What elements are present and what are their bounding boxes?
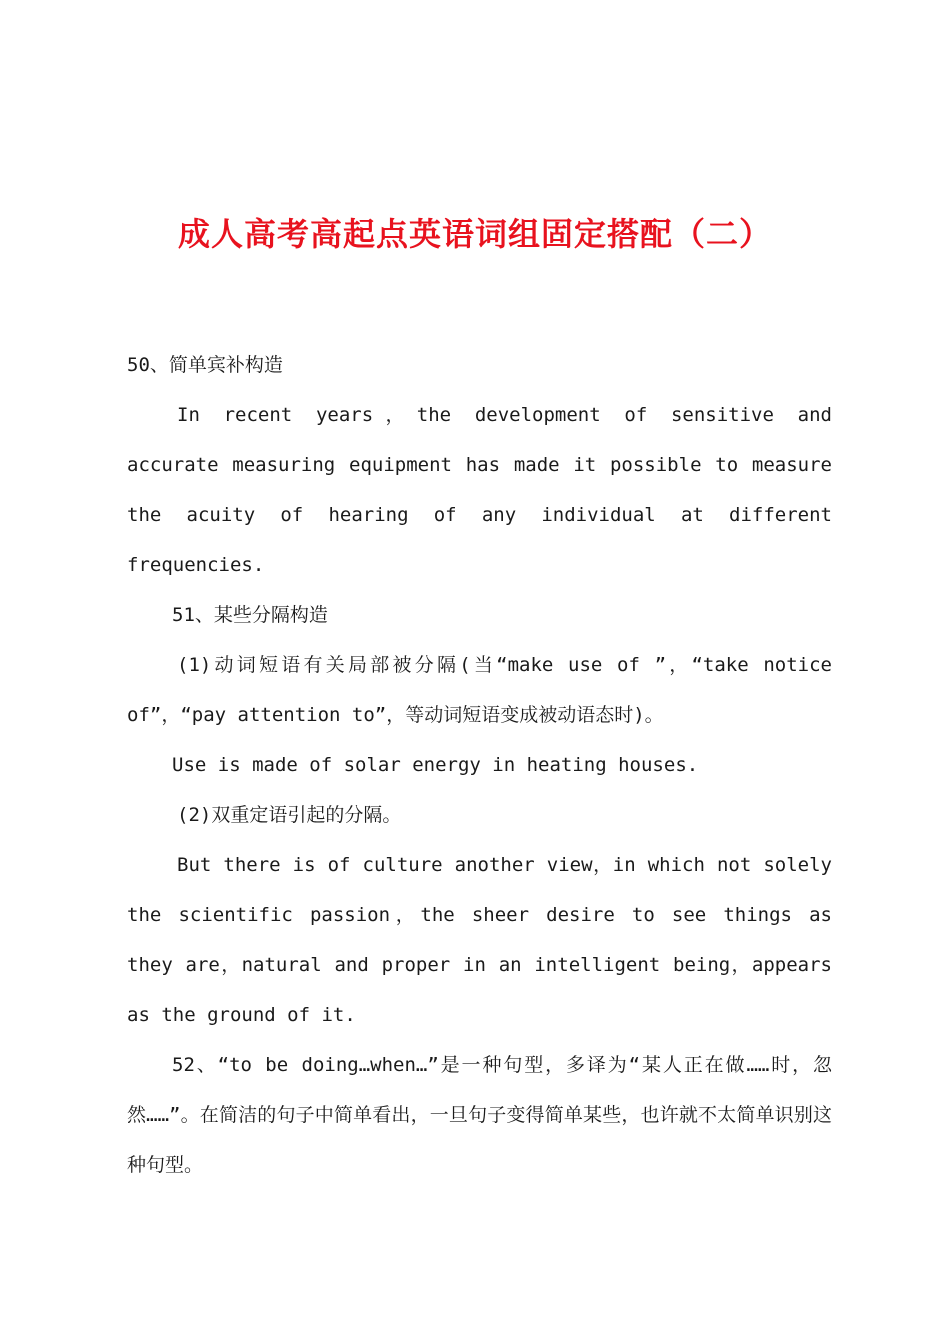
paragraph-example-51-2: But there is of culture another view，in which not solely the scientific passion，the sheer desire to see things as they are，natural and proper in an intelligent being，appears as the ground of it. [127, 854, 832, 1026]
section-heading-50: 50、简单宾补构造 [127, 354, 283, 376]
paragraph-51-point-2: (2)双重定语引起的分隔。 [177, 804, 402, 826]
section-heading-51: 51、某些分隔构造 [172, 604, 328, 626]
paragraph-example-50: In recent years，the development of sensitive and accurate measuring equipment has made it possible to measure the acuity of hearing of any individual at different frequencies. [127, 404, 832, 576]
section-heading-52: 52、“to be doing…when…”是一种句型，多译为“某人正在做……时，忽然……”。在简洁的句子中简单看出，一旦句子变得简单某些，也许就不太简单识别这种句型。 [127, 1054, 832, 1176]
paragraph-51-point-1: (1)动词短语有关局部被分隔(当“make use of ”，“take notice of”，“pay attention to”，等动词短语变成被动语态时)。 [127, 654, 832, 726]
paragraph-example-51-1: Use is made of solar energy in heating houses. [172, 754, 699, 776]
document-body [127, 340, 832, 1190]
document-title: 成人高考高起点英语词组固定搭配（二） [177, 215, 772, 253]
